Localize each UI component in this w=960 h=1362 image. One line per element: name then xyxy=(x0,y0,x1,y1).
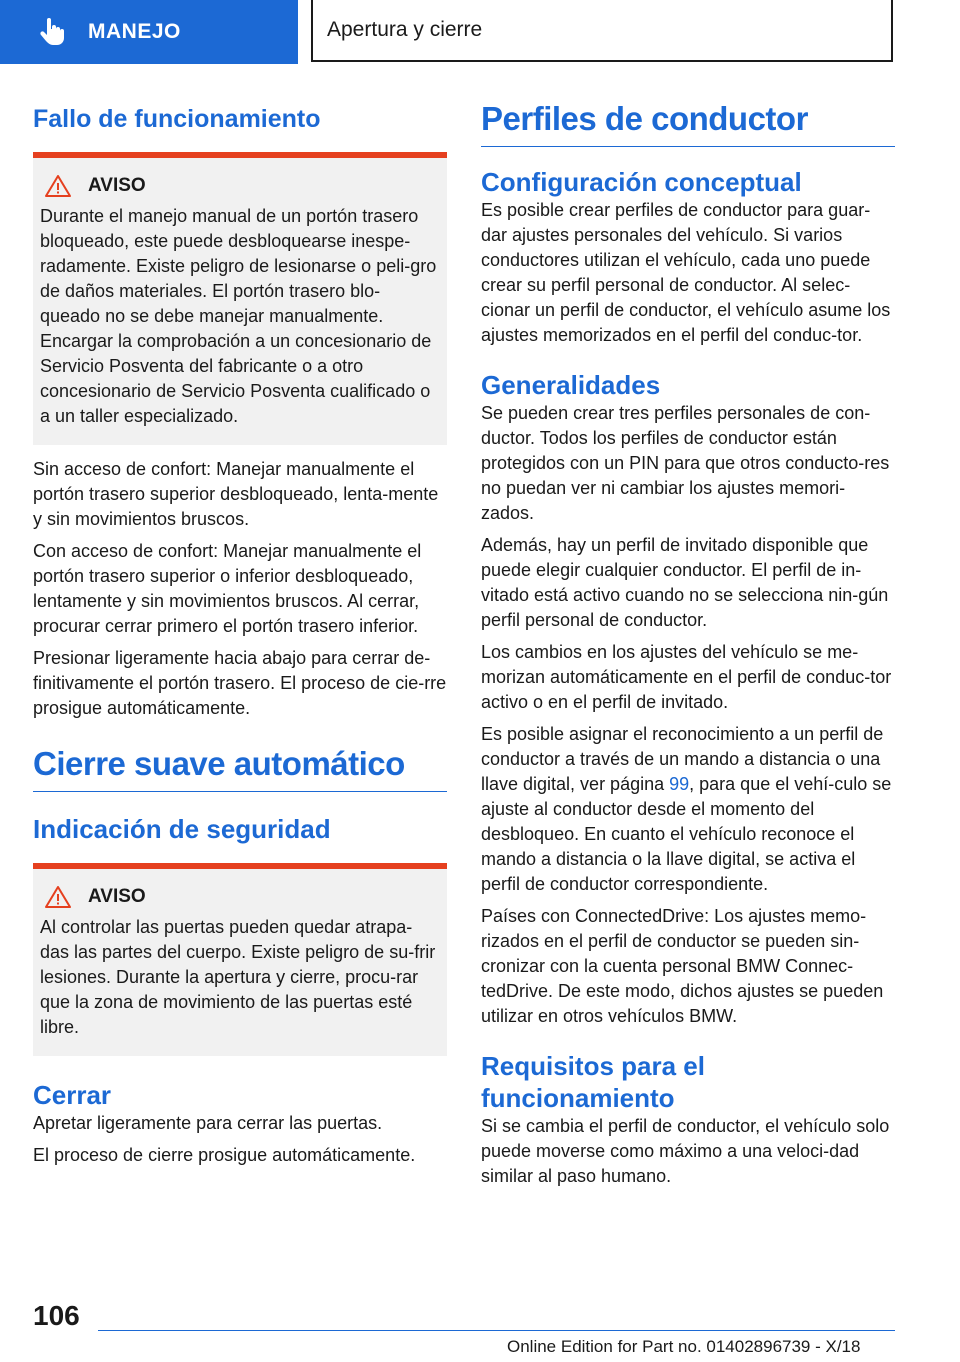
paragraph: Si se cambia el perfil de conductor, el vehículo solo puede moverse como máximo a una veloci-dad similar al paso humano. xyxy=(481,1115,890,1186)
paragraph xyxy=(481,722,895,897)
page-number: 106 xyxy=(33,1300,80,1331)
warning-text: Durante el manejo manual de un portón trasero bloqueado, este puede desbloquearse inespe-radamente. Existe peligro de lesionarse o peli-gro de daños materiales. El portón trasero blo-queado no se debe manejar manualmente. Encargar la comprobación a un concesionario de Servicio Posventa del fabricante o a otro concesionario de Servicio Posventa cualificado o a un taller especializado. xyxy=(40,206,437,426)
heading-cerrar: Cerrar xyxy=(33,1080,112,1111)
footer-divider xyxy=(98,1330,895,1331)
warning-triangle-icon xyxy=(44,885,72,909)
warning-box-1 xyxy=(33,152,447,445)
warning-text: Al controlar las puertas pueden quedar atrapa-das las partes del cuerpo. Existe peligro de su-frir lesiones. Durante la apertura y cierre, procu-rar que la zona de movimiento de las puertas esté libre. xyxy=(40,917,436,1038)
edition-note: Online Edition for Part no. 01402896739 - X/18 xyxy=(507,1337,861,1356)
warning-title: AVISO xyxy=(88,886,146,908)
heading-generalidades: Generalidades xyxy=(481,370,661,401)
left-column xyxy=(33,100,447,1168)
topic-label: Apertura y cierre xyxy=(327,18,483,41)
paragraph: Presionar ligeramente hacia abajo para cerrar de-finitivamente el portón trasero. El proceso de cie-rre prosigue automáticamente. xyxy=(33,648,447,718)
text-segment: Es posible asignar el reconocimiento a un perfil de conductor a través de un mando a distancia o una llave digital, ver página xyxy=(481,724,884,795)
paragraph: El proceso de cierre prosigue automáticamente. xyxy=(33,1145,416,1166)
chapter-title-cierre: Cierre suave automático xyxy=(33,745,447,792)
heading-fallo: Fallo de funcionamiento xyxy=(33,105,321,133)
paragraph: Países con ConnectedDrive: Los ajustes memo-rizados en el perfil de conductor se pueden sin-cronizar con la cuenta personal BMW Connec-tedDrive. De este modo, dichos ajustes se pueden utilizar en otros vehículos BMW. xyxy=(481,906,884,1027)
paragraph: Con acceso de confort: Manejar manualmente el portón trasero superior o inferior desbloqueado, lentamente y sin movimientos bruscos. Al cerrar, procurar cerrar primero el portón trasero inferior. xyxy=(33,541,422,636)
chapter-title-perfiles: Perfiles de conductor xyxy=(481,100,895,147)
heading-indicacion: Indicación de seguridad xyxy=(33,814,331,844)
paragraph: Se pueden crear tres perfiles personales de con-ductor. Todos los perfiles de conductor están protegidos con un PIN para que otros conducto-res no puedan ver ni cambiar los ajustes memori-zados. xyxy=(481,403,890,524)
page-link-99[interactable]: 99 xyxy=(669,774,690,795)
heading-requisitos: Requisitos para el funcionamiento xyxy=(481,1051,705,1113)
paragraph: Los cambios en los ajustes del vehículo se me-morizan automáticamente en el perfil de conduc-tor activo o en el perfil de invitado. xyxy=(481,642,892,713)
warning-box-2 xyxy=(33,863,447,1056)
paragraph: Sin acceso de confort: Manejar manualmente el portón trasero superior desbloqueado, lenta-mente y sin movimientos bruscos. xyxy=(33,459,439,529)
heading-configuracion: Configuración conceptual xyxy=(481,167,802,197)
warning-triangle-icon xyxy=(44,174,72,198)
paragraph: Apretar ligeramente para cerrar las puertas. xyxy=(33,1113,383,1134)
paragraph: Además, hay un perfil de invitado disponible que puede elegir cualquier conductor. El perfil de in-vitado está activo cuando no se selecciona nin-gún perfil personal de conductor. xyxy=(481,535,889,631)
paragraph: Es posible crear perfiles de conductor para guar-dar ajustes personales del vehículo. Si varios conductores utilizan el vehículo, cada uno puede crear su perfil personal de conductor. Al selec-cionar un perfil de conductor, el vehículo asume los ajustes memorizados en el perfil del conduc-tor. xyxy=(481,200,891,346)
right-column xyxy=(481,100,895,1189)
text-segment: , para que el vehí-culo se ajuste al conductor desde el momento del desbloqueo. En cuanto el vehículo reconoce el mando a distancia o la llave digital, se activa el perfil de conductor correspondiente. xyxy=(481,774,892,895)
hand-pointer-icon xyxy=(38,17,68,47)
section-label: MANEJO xyxy=(88,20,181,43)
warning-title: AVISO xyxy=(88,175,146,196)
topic-header xyxy=(311,0,893,62)
section-tab xyxy=(0,0,298,64)
